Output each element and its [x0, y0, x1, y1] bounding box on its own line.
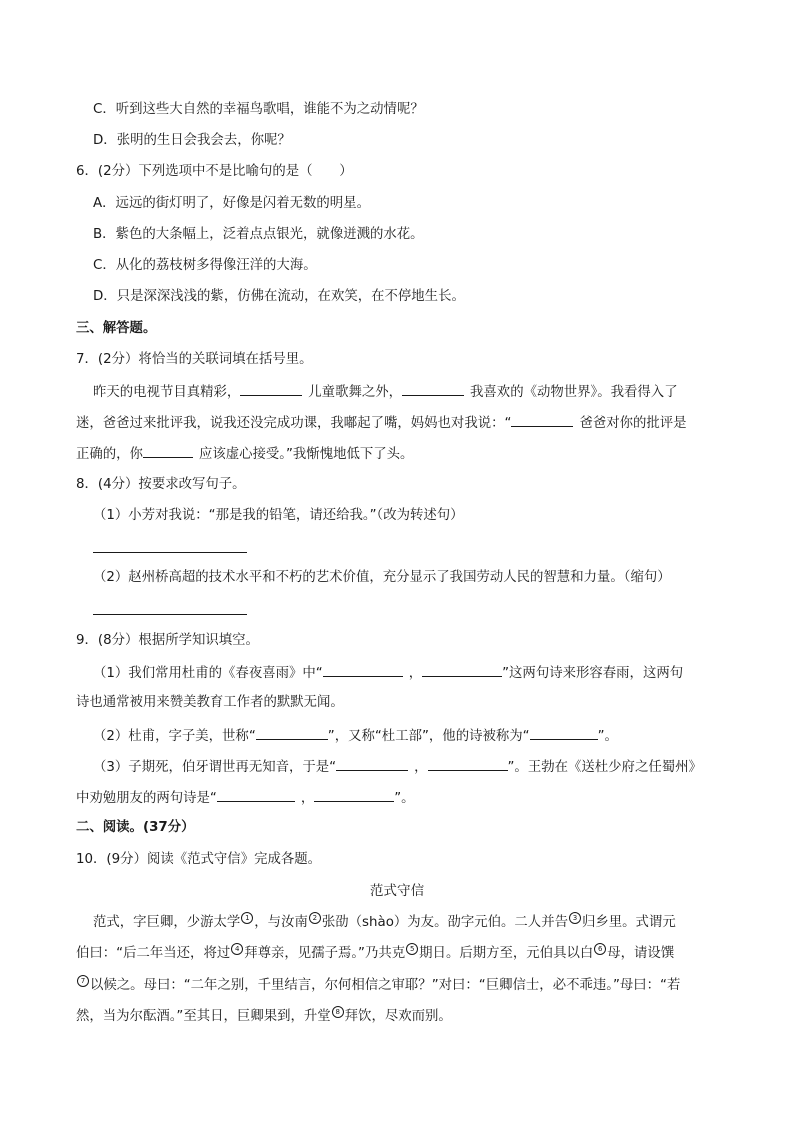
fill-blank[interactable] — [530, 725, 598, 740]
q6-option-c: C．从化的荔枝树多得像汪洋的大海。 — [93, 258, 317, 273]
passage-text: 张劭（shào）为友。劭字元伯。二人并告 — [321, 915, 568, 930]
fill-blank[interactable] — [402, 381, 464, 396]
fill-blank[interactable] — [143, 443, 193, 458]
q9-sub-2 — [93, 725, 618, 747]
fill-blank[interactable] — [422, 662, 502, 677]
q7-text: 爸爸对你的批评是 — [579, 416, 687, 431]
q6-stem: 6．(2分）下列选项中不是比喻句的是（ ） — [76, 164, 353, 179]
q9-sub-3-cont — [76, 787, 415, 809]
footnote-marker: 5 — [406, 943, 418, 955]
q7-text: 我喜欢的《动物世界》。我看得入了 — [470, 385, 678, 400]
q6-option-a: A．远远的街灯明了，好像是闪着无数的明星。 — [93, 196, 370, 211]
footnote-marker: 4 — [231, 943, 243, 955]
q7-line-1 — [93, 381, 678, 403]
q5-option-c: C．听到这些大自然的幸福鸟歌唱，谁能不为之动情呢？ — [93, 102, 424, 117]
q7-line-2 — [76, 412, 687, 434]
footnote-marker: 2 — [309, 912, 321, 924]
q8-sub-2: （2）赵州桥高超的技术水平和不朽的艺术价值，充分显示了我国劳动人民的智慧和力量。（缩句） — [93, 570, 671, 585]
footnote-marker: 8 — [332, 1006, 344, 1018]
passage-title: 范式守信 — [369, 883, 425, 899]
section-heading-3: 三、解答题。 — [76, 321, 157, 336]
passage-text: 然，当为尔酝酒。”至其日，巨卿果到，升堂 — [76, 1009, 331, 1024]
fill-blank[interactable] — [314, 787, 394, 802]
passage-line-4 — [76, 1006, 452, 1027]
q5-option-d: D．张明的生日会我会去，你呢？ — [93, 133, 291, 148]
q6-option-d: D．只是深深浅浅的紫，仿佛在流动，在欢笑，在不停地生长。 — [93, 289, 465, 304]
q9-text: ， — [414, 760, 428, 775]
q8-answer-line-2[interactable] — [93, 614, 247, 615]
q9-sub-1-cont: 诗也通常被用来赞美教育工作者的默默无闻。 — [76, 695, 344, 710]
passage-line-1 — [93, 912, 676, 933]
q9-sub-1 — [93, 662, 683, 684]
q9-sub-3 — [93, 756, 702, 778]
section-heading-2: 二、阅读。(37分） — [76, 820, 195, 835]
q9-text: ， — [408, 666, 423, 681]
q9-text: ”，又称“杜工部”，他的诗被称为“ — [327, 729, 530, 744]
q7-text: 迷，爸爸过来批评我，说我还没完成功课，我嘟起了嘴，妈妈也对我说：“ — [76, 416, 512, 431]
passage-line-2 — [76, 943, 674, 964]
q7-text: 昨天的电视节目真精彩， — [93, 385, 241, 400]
q9-stem: 9．(8分）根据所学知识填空。 — [76, 633, 259, 648]
q9-text: （3）子期死，伯牙谓世再无知音，于是“ — [93, 760, 337, 775]
passage-line-3 — [76, 975, 680, 996]
footnote-marker: 1 — [241, 912, 253, 924]
q9-text: ”。 — [597, 729, 618, 744]
passage-text: 范式，字巨卿，少游太学 — [93, 915, 241, 930]
passage-text: 拜尊亲，见孺子焉。”乃共克 — [244, 946, 406, 961]
q9-text: ， — [300, 791, 315, 806]
q8-stem: 8．(4分）按要求改写句子。 — [76, 477, 246, 492]
fill-blank[interactable] — [511, 412, 573, 427]
fill-blank[interactable] — [240, 381, 302, 396]
passage-text: 以候之。母曰：“二年之别，千里结言，尔何相信之审耶？”对曰：“巨卿信士，必不乖违。”母曰：“若 — [90, 978, 681, 993]
q7-text: 应该虚心接受。”我惭愧地低下了头。 — [198, 447, 414, 462]
q8-answer-line-1[interactable] — [93, 552, 247, 553]
passage-text: 归乡里。式谓元 — [581, 915, 676, 930]
q7-stem: 7．(2分）将恰当的关联词填在括号里。 — [76, 352, 313, 367]
fill-blank[interactable] — [256, 725, 328, 740]
fill-blank[interactable] — [217, 787, 295, 802]
passage-text: 拜饮，尽欢而别。 — [344, 1009, 452, 1024]
q6-option-b: B．紫色的大条幅上，泛着点点银光，就像迸溅的水花。 — [93, 227, 424, 242]
q9-text: （2）杜甫，字子美，世称“ — [93, 729, 256, 744]
q7-text: 正确的，你 — [76, 447, 143, 462]
fill-blank[interactable] — [428, 756, 508, 771]
passage-text: 母，请设馔 — [607, 946, 675, 961]
footnote-marker: 3 — [569, 912, 581, 924]
q10-stem: 10．(9分）阅读《范式守信》完成各题。 — [76, 852, 322, 867]
q7-text: 儿童歌舞之外， — [308, 385, 403, 400]
passage-text: 伯曰：“后二年当还，将过 — [76, 946, 231, 961]
q9-text: ”这两句诗来形容春雨，这两句 — [502, 666, 684, 681]
q7-line-3 — [76, 443, 413, 465]
q8-sub-1: （1）小芳对我说：“那是我的铅笔，请还给我。”（改为转述句） — [93, 508, 464, 523]
fill-blank[interactable] — [323, 662, 403, 677]
q9-text: ”。王勃在《送杜少府之任蜀州》 — [507, 760, 702, 775]
footnote-marker: 6 — [594, 943, 606, 955]
passage-text: ，与汝南 — [254, 915, 308, 930]
q9-text: 中劝勉朋友的两句诗是“ — [76, 791, 217, 806]
q9-text: （1）我们常用杜甫的《春夜喜雨》中“ — [93, 666, 323, 681]
fill-blank[interactable] — [336, 756, 408, 771]
passage-text: 期日。后期方至，元伯具以白 — [419, 946, 594, 961]
q9-text: ”。 — [394, 791, 415, 806]
footnote-marker: 7 — [77, 975, 89, 987]
